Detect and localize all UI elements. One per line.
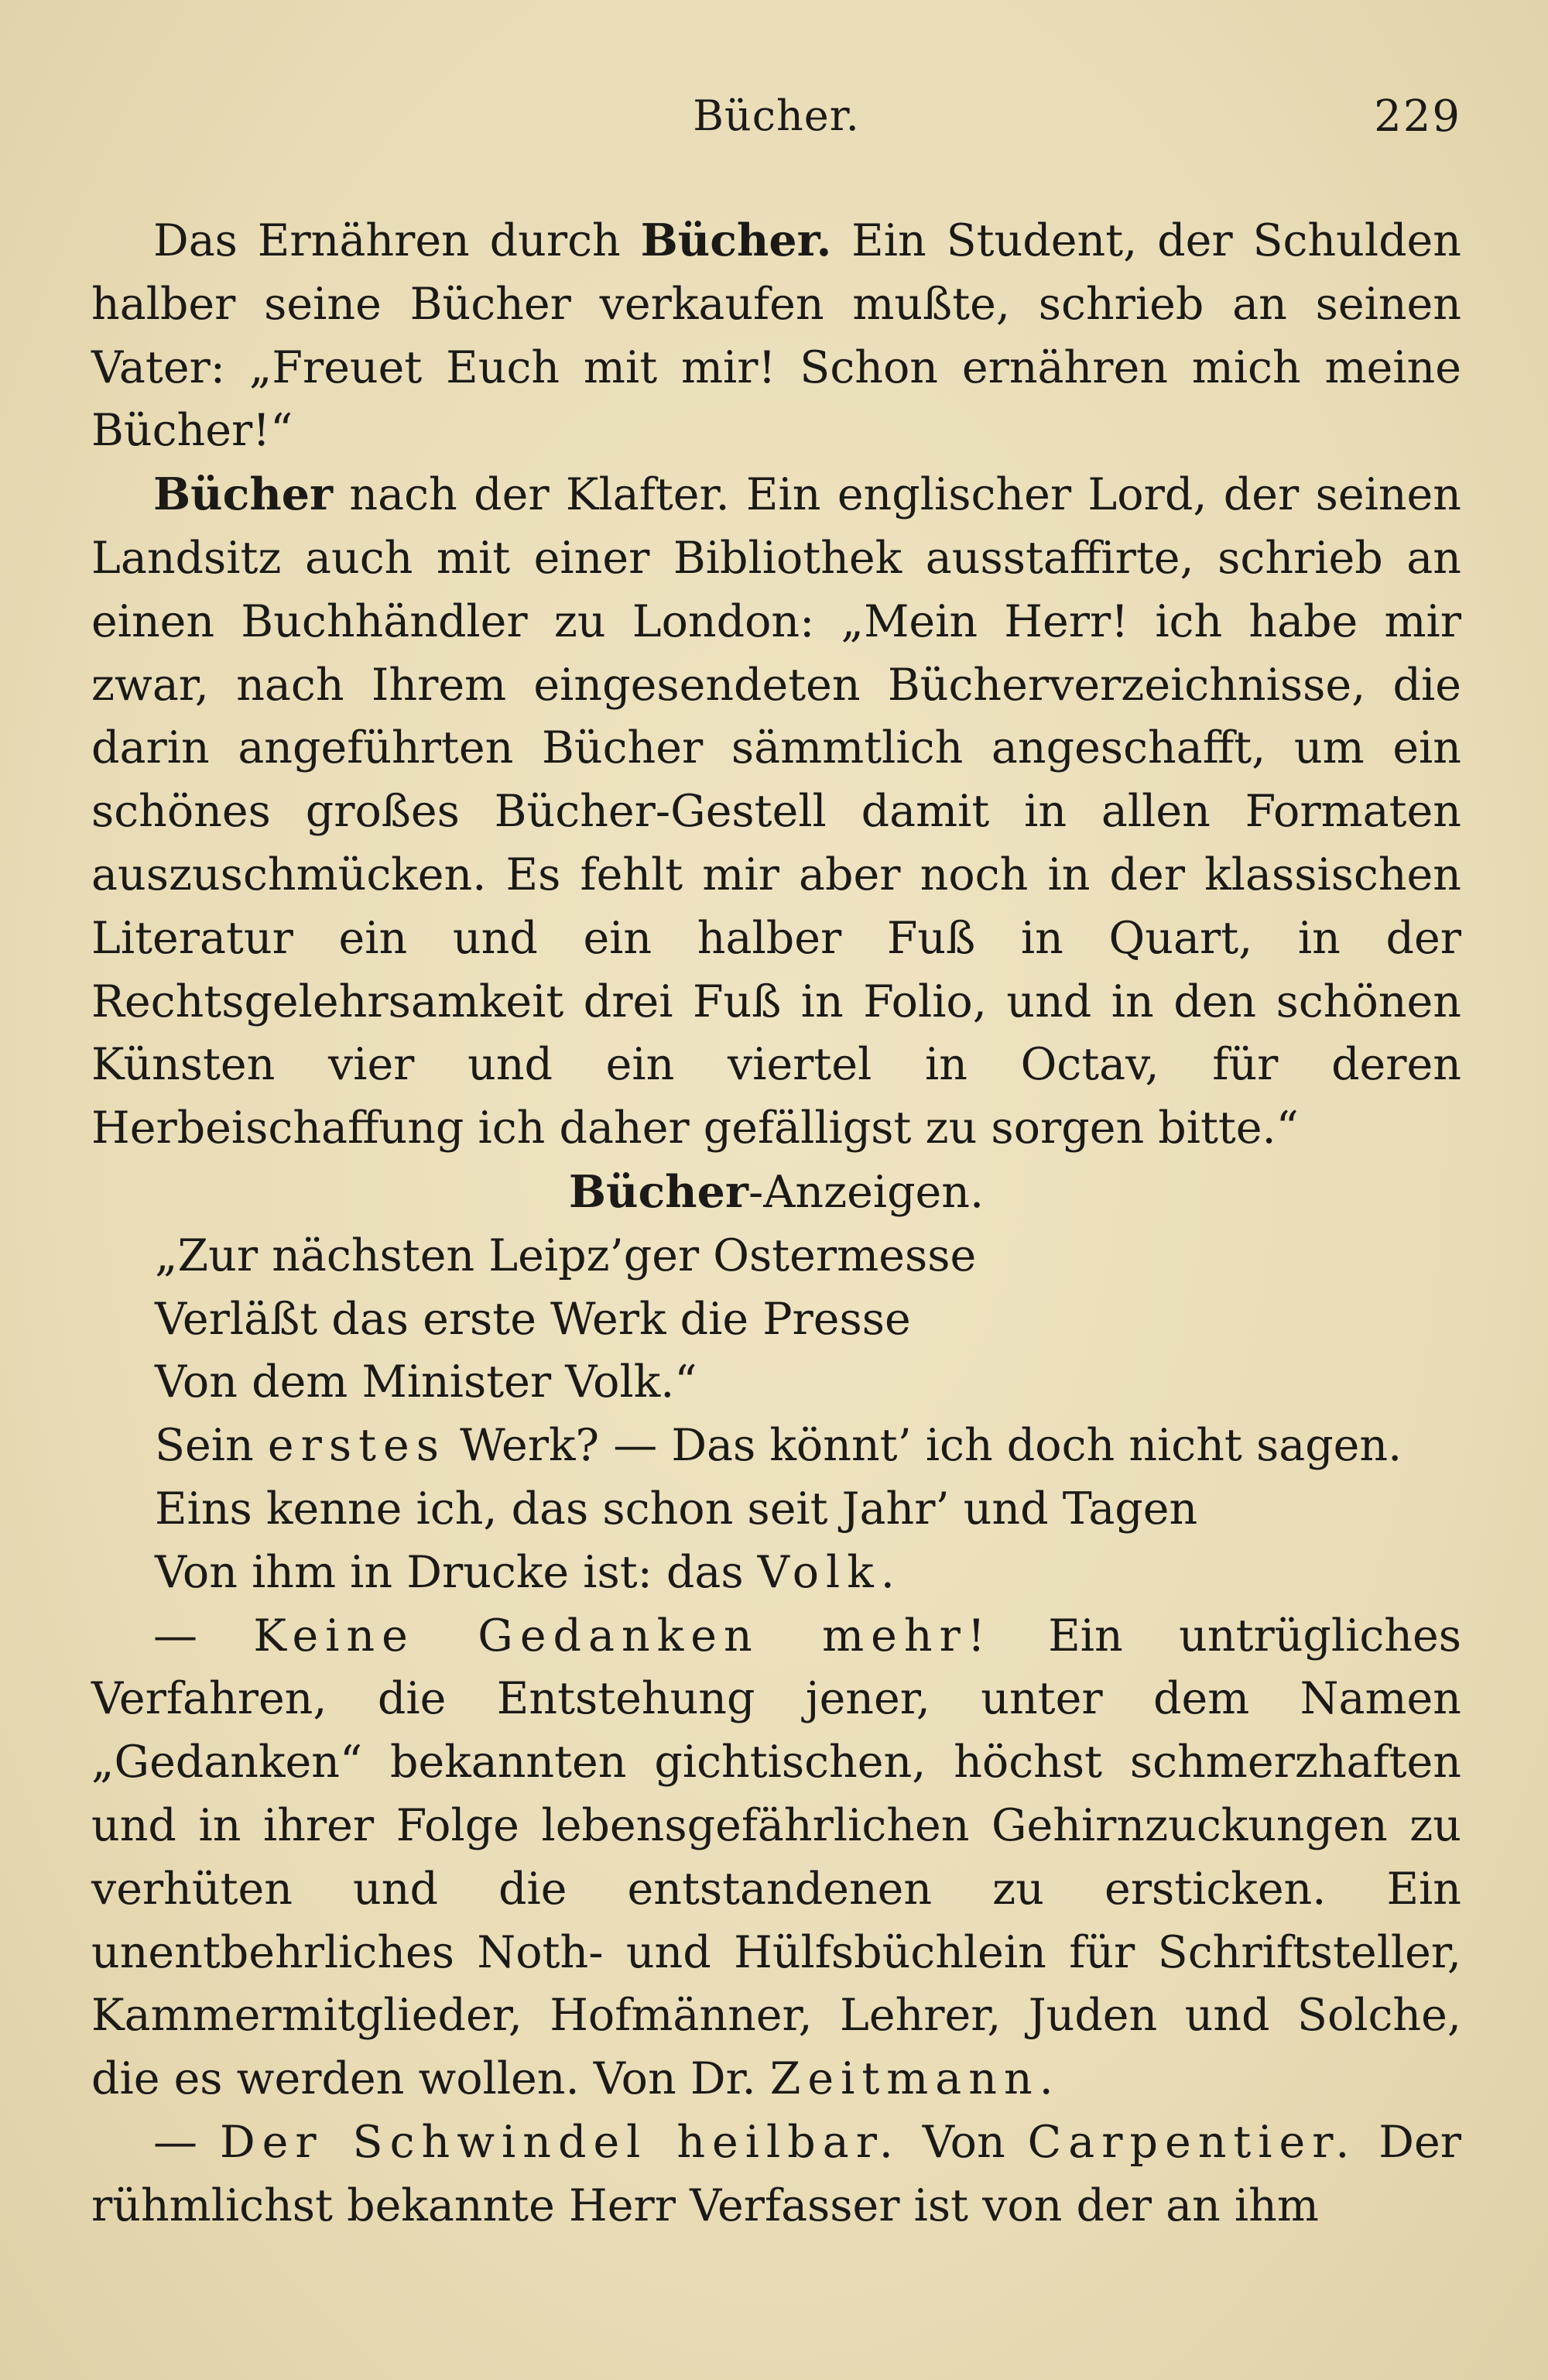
ad-text: Ein untrügliches Verfahren, die Entstehung jener, unter dem Namen „Gedanken“ bekannten gichtischen, höchst schmerzhaften und in ihrer Folge lebensgefährlichen Gehirnzuckungen zu verhüten und die entstandenen zu ersticken. Ein unentbehrliches Noth- und Hülfsbüchlein für Schriftsteller, Kammermitglieder, Hofmänner, Lehrer, Juden und Solche, die es werden wollen. Von Dr. [91, 1610, 1461, 2105]
ad-title: Keine Gedanken mehr! [253, 1610, 992, 1662]
entry-keyword: Bücher [153, 468, 334, 521]
ad-by: Von [899, 2116, 1028, 2168]
entry-lead: Das Ernähren durch [153, 215, 641, 266]
ad-dash: — [153, 2116, 220, 2168]
entry-text: Ein Student, der Schulden halber seine Bücher verkaufen mußte, schrieb an seinen Vater: „Freuet Euch mit mir! Schon ernähren mich meine Bücher!“ [91, 215, 1461, 457]
page-body [91, 209, 1461, 2238]
verse-line: Eins kenne ich, das schon seit Jahr’ und Tagen [155, 1483, 1198, 1535]
ad-title: Der Schwindel heilbar. [219, 2116, 900, 2168]
verse-line [155, 1415, 1461, 1478]
ad-dash: — [153, 1610, 254, 1662]
section-keyword: Bücher [568, 1165, 748, 1218]
verse-emphasis: Volk. [757, 1546, 902, 1598]
section-rest: -Anzeigen. [748, 1166, 985, 1218]
verse-emphasis: erstes [267, 1420, 446, 1472]
verse-line [155, 1542, 1461, 1605]
ad-text: Der rühmlichst bekannte Herr Verfasser ist von der an ihm [91, 2116, 1461, 2231]
entry-keyword: Bücher. [640, 214, 832, 266]
verse-fragment: Sein [155, 1420, 268, 1472]
entry-text: nach der Klafter. Ein englischer Lord, der seinen Landsitz auch mit einer Bibliothek ausstaffirte, schrieb an einen Buchhändler zu London: „Mein Herr! ich habe mir zwar, nach Ihrem eingesendeten Bücherverzeichnisse, die darin angeführten Bücher sämmtlich angeschafft, um ein schönes großes Bücher-Gestell damit in allen Formaten auszuschmücken. Es fehlt mir aber noch in der klassischen Literatur ein und ein halber Fuß in Quart, in der Rechtsgelehrsamkeit drei Fuß in Folio, und in den schönen Künsten vier und ein viertel in Octav, für deren Herbeischaffung ich daher gefälligst zu sorgen bitte.“ [91, 469, 1461, 1154]
page-number: 229 [1374, 91, 1461, 142]
verse-fragment: Von ihm in Drucke ist: das [155, 1546, 758, 1598]
section-heading [91, 1161, 1461, 1225]
verse-line: Verläßt das erste Werk die Presse [155, 1293, 911, 1345]
ad-author: Zeitmann. [769, 2053, 1060, 2105]
verse-fragment: Werk? — Das könnt’ ich doch nicht sagen. [445, 1420, 1402, 1472]
page-header [91, 91, 1461, 153]
ad-dizziness-curable [91, 2111, 1461, 2238]
entry-books-by-cord [91, 463, 1461, 1161]
ad-no-more-thoughts [91, 1605, 1461, 2111]
verse-line: „Zur nächsten Leipz’ger Ostermesse [155, 1229, 977, 1281]
running-head: Bücher. [693, 91, 860, 140]
entry-book-feeding [91, 209, 1461, 463]
ad-author: Carpentier. [1027, 2116, 1357, 2168]
verse-line: Von dem Minister Volk.“ [155, 1356, 697, 1408]
verse-block [91, 1225, 1461, 1605]
